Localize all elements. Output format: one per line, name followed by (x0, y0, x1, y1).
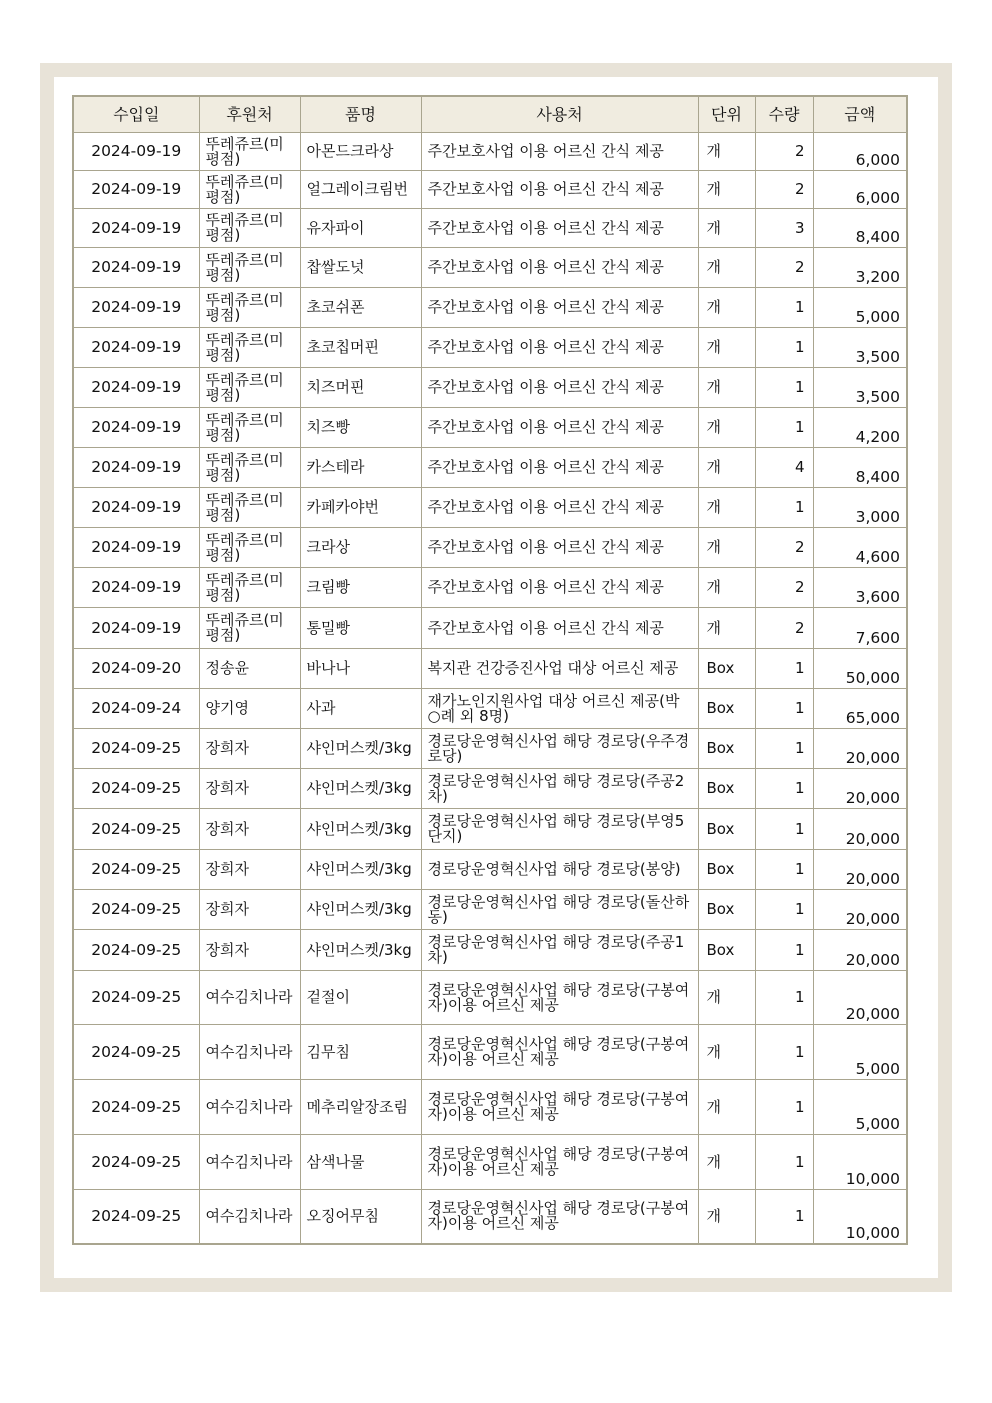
cell-amount: 20,000 (813, 809, 907, 850)
cell-usage: 경로당운영혁신사업 해당 경로당(봉양) (421, 850, 698, 890)
cell-qty: 1 (755, 850, 813, 890)
table-row (73, 769, 907, 809)
cell-unit: Box (698, 689, 755, 729)
cell-item: 초코쉬폰 (300, 288, 421, 328)
cell-item: 치즈빵 (300, 408, 421, 448)
cell-date: 2024-09-19 (73, 608, 199, 649)
cell-usage: 주간보호사업 이용 어르신 간식 제공 (421, 133, 698, 171)
cell-unit: 개 (698, 408, 755, 448)
cell-date: 2024-09-19 (73, 528, 199, 568)
cell-amount: 20,000 (813, 930, 907, 971)
donation-table (72, 95, 908, 1245)
cell-date: 2024-09-25 (73, 1080, 199, 1135)
cell-item: 샤인머스켓/3kg (300, 850, 421, 890)
cell-date: 2024-09-24 (73, 689, 199, 729)
cell-date: 2024-09-19 (73, 408, 199, 448)
cell-donor: 뚜레쥬르(미평점) (199, 133, 300, 171)
cell-usage: 경로당운영혁신사업 해당 경로당(돌산하동) (421, 890, 698, 930)
cell-unit: 개 (698, 528, 755, 568)
cell-amount: 5,000 (813, 1080, 907, 1135)
cell-donor: 여수김치나라 (199, 971, 300, 1025)
cell-amount: 20,000 (813, 850, 907, 890)
cell-date: 2024-09-19 (73, 288, 199, 328)
cell-qty: 4 (755, 448, 813, 488)
cell-qty: 2 (755, 528, 813, 568)
cell-date: 2024-09-25 (73, 1025, 199, 1080)
table-header-row (73, 96, 907, 133)
cell-amount: 8,400 (813, 209, 907, 248)
cell-usage: 주간보호사업 이용 어르신 간식 제공 (421, 288, 698, 328)
cell-unit: 개 (698, 971, 755, 1025)
cell-usage: 주간보호사업 이용 어르신 간식 제공 (421, 528, 698, 568)
header-date: 수입일 (73, 96, 199, 133)
cell-usage: 경로당운영혁신사업 해당 경로당(우주경로당) (421, 729, 698, 769)
cell-qty: 1 (755, 288, 813, 328)
cell-item: 사과 (300, 689, 421, 729)
cell-unit: Box (698, 769, 755, 809)
cell-unit: 개 (698, 1190, 755, 1244)
cell-item: 샤인머스켓/3kg (300, 769, 421, 809)
cell-qty: 2 (755, 568, 813, 608)
cell-unit: 개 (698, 1080, 755, 1135)
cell-item: 김무침 (300, 1025, 421, 1080)
cell-amount: 20,000 (813, 890, 907, 930)
table-row (73, 528, 907, 568)
cell-unit: 개 (698, 133, 755, 171)
header-unit: 단위 (698, 96, 755, 133)
cell-usage: 재가노인지원사업 대상 어르신 제공(박○례 외 8명) (421, 689, 698, 729)
cell-item: 겉절이 (300, 971, 421, 1025)
cell-donor: 장희자 (199, 769, 300, 809)
cell-date: 2024-09-19 (73, 209, 199, 248)
table-row (73, 488, 907, 528)
header-usage: 사용처 (421, 96, 698, 133)
cell-donor: 뚜레쥬르(미평점) (199, 608, 300, 649)
table-row (73, 1135, 907, 1190)
cell-date: 2024-09-19 (73, 248, 199, 288)
cell-donor: 뚜레쥬르(미평점) (199, 568, 300, 608)
cell-unit: 개 (698, 171, 755, 209)
cell-donor: 뚜레쥬르(미평점) (199, 368, 300, 408)
page-frame (40, 63, 952, 1292)
cell-item: 메추리알장조림 (300, 1080, 421, 1135)
cell-item: 샤인머스켓/3kg (300, 809, 421, 850)
header-qty: 수량 (755, 96, 813, 133)
table-row (73, 971, 907, 1025)
cell-donor: 뚜레쥬르(미평점) (199, 448, 300, 488)
cell-qty: 2 (755, 133, 813, 171)
cell-donor: 뚜레쥬르(미평점) (199, 171, 300, 209)
cell-usage: 복지관 건강증진사업 대상 어르신 제공 (421, 649, 698, 689)
cell-donor: 여수김치나라 (199, 1135, 300, 1190)
cell-qty: 1 (755, 769, 813, 809)
cell-qty: 1 (755, 930, 813, 971)
cell-date: 2024-09-19 (73, 568, 199, 608)
cell-donor: 장희자 (199, 809, 300, 850)
cell-donor: 여수김치나라 (199, 1190, 300, 1244)
cell-item: 크림빵 (300, 568, 421, 608)
table-row (73, 649, 907, 689)
table-row (73, 171, 907, 209)
table-row (73, 248, 907, 288)
table-row (73, 368, 907, 408)
cell-qty: 2 (755, 248, 813, 288)
cell-donor: 뚜레쥬르(미평점) (199, 288, 300, 328)
cell-donor: 양기영 (199, 689, 300, 729)
table-row (73, 1080, 907, 1135)
table-row (73, 328, 907, 368)
cell-donor: 뚜레쥬르(미평점) (199, 328, 300, 368)
cell-amount: 3,500 (813, 368, 907, 408)
cell-usage: 주간보호사업 이용 어르신 간식 제공 (421, 488, 698, 528)
cell-item: 바나나 (300, 649, 421, 689)
cell-usage: 주간보호사업 이용 어르신 간식 제공 (421, 368, 698, 408)
cell-date: 2024-09-25 (73, 729, 199, 769)
cell-unit: Box (698, 649, 755, 689)
cell-item: 통밀빵 (300, 608, 421, 649)
cell-qty: 1 (755, 890, 813, 930)
cell-usage: 경로당운영혁신사업 해당 경로당(구봉여자)이용 어르신 제공 (421, 1025, 698, 1080)
cell-item: 샤인머스켓/3kg (300, 930, 421, 971)
cell-amount: 6,000 (813, 133, 907, 171)
cell-amount: 8,400 (813, 448, 907, 488)
cell-amount: 10,000 (813, 1190, 907, 1244)
table-row (73, 448, 907, 488)
cell-item: 샤인머스켓/3kg (300, 890, 421, 930)
cell-amount: 3,600 (813, 568, 907, 608)
table-row (73, 209, 907, 248)
cell-unit: 개 (698, 248, 755, 288)
table-row (73, 1025, 907, 1080)
cell-usage: 경로당운영혁신사업 해당 경로당(구봉여자)이용 어르신 제공 (421, 1135, 698, 1190)
cell-date: 2024-09-25 (73, 1190, 199, 1244)
cell-date: 2024-09-25 (73, 1135, 199, 1190)
cell-unit: Box (698, 930, 755, 971)
cell-usage: 주간보호사업 이용 어르신 간식 제공 (421, 328, 698, 368)
cell-usage: 주간보호사업 이용 어르신 간식 제공 (421, 568, 698, 608)
cell-usage: 주간보호사업 이용 어르신 간식 제공 (421, 608, 698, 649)
cell-amount: 50,000 (813, 649, 907, 689)
cell-unit: Box (698, 809, 755, 850)
cell-amount: 5,000 (813, 288, 907, 328)
cell-donor: 뚜레쥬르(미평점) (199, 209, 300, 248)
cell-usage: 주간보호사업 이용 어르신 간식 제공 (421, 408, 698, 448)
cell-donor: 장희자 (199, 930, 300, 971)
table-row (73, 1190, 907, 1244)
table-row (73, 689, 907, 729)
cell-unit: 개 (698, 1025, 755, 1080)
table-row (73, 133, 907, 171)
cell-qty: 3 (755, 209, 813, 248)
cell-date: 2024-09-19 (73, 133, 199, 171)
cell-item: 찹쌀도넛 (300, 248, 421, 288)
cell-amount: 4,600 (813, 528, 907, 568)
cell-qty: 1 (755, 729, 813, 769)
cell-item: 유자파이 (300, 209, 421, 248)
cell-donor: 뚜레쥬르(미평점) (199, 408, 300, 448)
cell-date: 2024-09-25 (73, 809, 199, 850)
table-row (73, 809, 907, 850)
cell-amount: 3,200 (813, 248, 907, 288)
cell-qty: 1 (755, 649, 813, 689)
cell-donor: 장희자 (199, 729, 300, 769)
cell-qty: 1 (755, 408, 813, 448)
cell-usage: 경로당운영혁신사업 해당 경로당(주공1차) (421, 930, 698, 971)
table-row (73, 568, 907, 608)
table-body (73, 133, 907, 1244)
cell-amount: 7,600 (813, 608, 907, 649)
cell-qty: 1 (755, 488, 813, 528)
cell-item: 샤인머스켓/3kg (300, 729, 421, 769)
cell-item: 아몬드크라상 (300, 133, 421, 171)
cell-donor: 뚜레쥬르(미평점) (199, 488, 300, 528)
cell-donor: 여수김치나라 (199, 1080, 300, 1135)
table-row (73, 890, 907, 930)
cell-unit: 개 (698, 328, 755, 368)
cell-date: 2024-09-25 (73, 890, 199, 930)
cell-date: 2024-09-19 (73, 368, 199, 408)
cell-donor: 정송윤 (199, 649, 300, 689)
cell-unit: 개 (698, 488, 755, 528)
cell-donor: 뚜레쥬르(미평점) (199, 248, 300, 288)
cell-donor: 여수김치나라 (199, 1025, 300, 1080)
cell-usage: 경로당운영혁신사업 해당 경로당(구봉여자)이용 어르신 제공 (421, 1190, 698, 1244)
cell-date: 2024-09-25 (73, 769, 199, 809)
cell-date: 2024-09-25 (73, 850, 199, 890)
cell-usage: 경로당운영혁신사업 해당 경로당(구봉여자)이용 어르신 제공 (421, 971, 698, 1025)
cell-qty: 1 (755, 689, 813, 729)
cell-amount: 3,000 (813, 488, 907, 528)
cell-qty: 1 (755, 971, 813, 1025)
header-item: 품명 (300, 96, 421, 133)
cell-amount: 4,200 (813, 408, 907, 448)
table-row (73, 930, 907, 971)
cell-unit: Box (698, 850, 755, 890)
cell-usage: 경로당운영혁신사업 해당 경로당(구봉여자)이용 어르신 제공 (421, 1080, 698, 1135)
table-row (73, 729, 907, 769)
cell-usage: 경로당운영혁신사업 해당 경로당(주공2차) (421, 769, 698, 809)
cell-amount: 5,000 (813, 1025, 907, 1080)
cell-item: 크라상 (300, 528, 421, 568)
cell-unit: 개 (698, 608, 755, 649)
cell-unit: Box (698, 890, 755, 930)
cell-donor: 장희자 (199, 850, 300, 890)
cell-amount: 20,000 (813, 971, 907, 1025)
cell-amount: 6,000 (813, 171, 907, 209)
cell-qty: 1 (755, 1190, 813, 1244)
cell-item: 삼색나물 (300, 1135, 421, 1190)
header-amount: 금액 (813, 96, 907, 133)
table-row (73, 850, 907, 890)
cell-date: 2024-09-20 (73, 649, 199, 689)
table-row (73, 608, 907, 649)
cell-unit: 개 (698, 448, 755, 488)
cell-item: 카스테라 (300, 448, 421, 488)
cell-qty: 2 (755, 608, 813, 649)
cell-date: 2024-09-19 (73, 448, 199, 488)
cell-usage: 주간보호사업 이용 어르신 간식 제공 (421, 171, 698, 209)
cell-qty: 2 (755, 171, 813, 209)
cell-date: 2024-09-25 (73, 930, 199, 971)
cell-usage: 주간보호사업 이용 어르신 간식 제공 (421, 448, 698, 488)
cell-qty: 1 (755, 1080, 813, 1135)
cell-amount: 3,500 (813, 328, 907, 368)
cell-unit: Box (698, 729, 755, 769)
cell-unit: 개 (698, 209, 755, 248)
cell-amount: 10,000 (813, 1135, 907, 1190)
cell-date: 2024-09-19 (73, 171, 199, 209)
cell-qty: 1 (755, 1025, 813, 1080)
cell-item: 오징어무침 (300, 1190, 421, 1244)
cell-amount: 20,000 (813, 729, 907, 769)
cell-qty: 1 (755, 368, 813, 408)
cell-qty: 1 (755, 1135, 813, 1190)
table-row (73, 408, 907, 448)
page-sheet (54, 77, 938, 1278)
table-row (73, 288, 907, 328)
cell-usage: 주간보호사업 이용 어르신 간식 제공 (421, 209, 698, 248)
header-donor: 후원처 (199, 96, 300, 133)
cell-unit: 개 (698, 368, 755, 408)
cell-donor: 장희자 (199, 890, 300, 930)
cell-usage: 주간보호사업 이용 어르신 간식 제공 (421, 248, 698, 288)
cell-date: 2024-09-25 (73, 971, 199, 1025)
cell-usage: 경로당운영혁신사업 해당 경로당(부영5단지) (421, 809, 698, 850)
cell-date: 2024-09-19 (73, 488, 199, 528)
cell-qty: 1 (755, 809, 813, 850)
cell-item: 카페카야번 (300, 488, 421, 528)
cell-amount: 65,000 (813, 689, 907, 729)
cell-amount: 20,000 (813, 769, 907, 809)
cell-donor: 뚜레쥬르(미평점) (199, 528, 300, 568)
cell-unit: 개 (698, 288, 755, 328)
cell-unit: 개 (698, 1135, 755, 1190)
cell-qty: 1 (755, 328, 813, 368)
cell-item: 치즈머핀 (300, 368, 421, 408)
cell-unit: 개 (698, 568, 755, 608)
cell-date: 2024-09-19 (73, 328, 199, 368)
cell-item: 얼그레이크림번 (300, 171, 421, 209)
cell-item: 초코칩머핀 (300, 328, 421, 368)
